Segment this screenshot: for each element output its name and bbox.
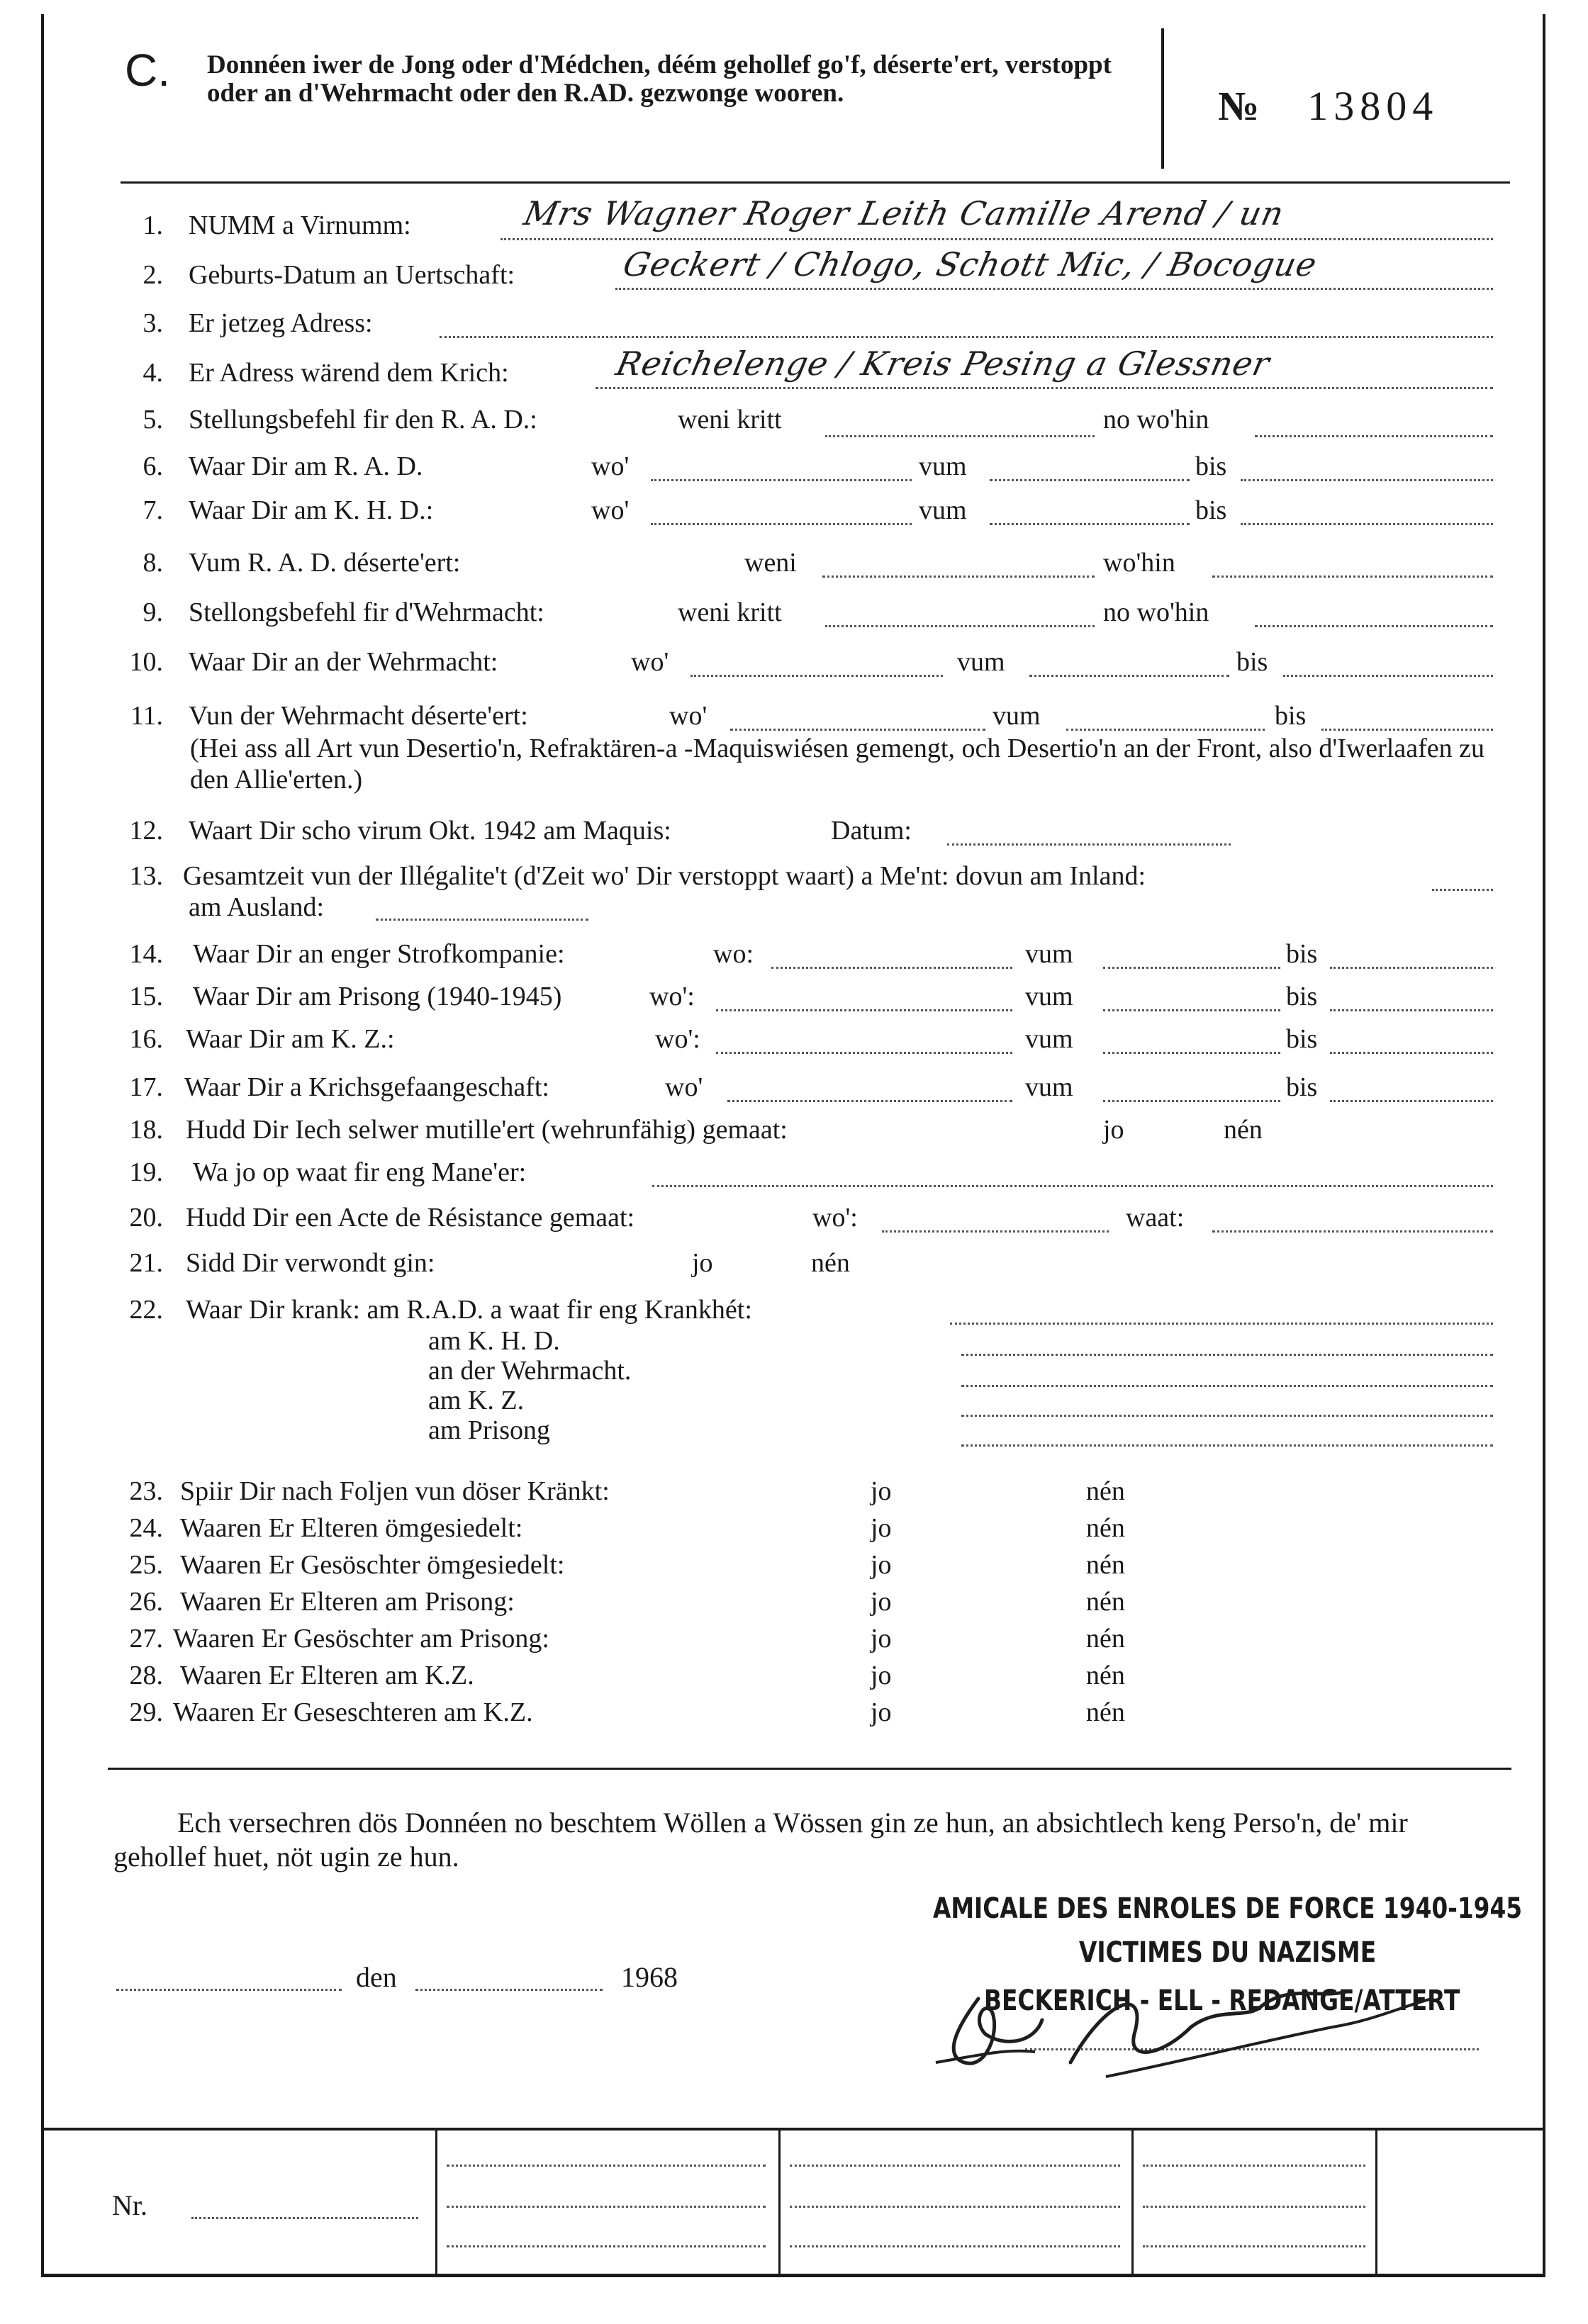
option-yes[interactable]: jo: [871, 1476, 892, 1506]
field-label: Stellongsbefehl fir d'Wehrmacht:: [189, 597, 544, 627]
field-15-to-line[interactable]: [1330, 1009, 1493, 1011]
grid-col-1: [435, 2131, 437, 2274]
field-label: Hudd Dir een Acte de Résistance gemaat:: [186, 1203, 635, 1233]
field-to-label: bis: [1195, 451, 1227, 481]
field-from-label: vum: [919, 495, 967, 525]
grid-col-2: [778, 2131, 781, 2274]
grid-cell-line[interactable]: [447, 2206, 766, 2208]
field-14-to-line[interactable]: [1330, 967, 1493, 969]
field-16-from-line[interactable]: [1103, 1052, 1280, 1054]
field-22-line-1[interactable]: [961, 1354, 1493, 1356]
declaration-text: Ech versechren dös Donnéen no beschtem Wöllen a Wössen gin ze hun, an absichtlech keng Perso'n, de' mir gehollef huet, nöt ugin ze hun.: [113, 1807, 1408, 1873]
field-12-date-line[interactable]: [947, 843, 1231, 846]
field-1-line[interactable]: [501, 238, 1493, 240]
field-label: Er jetzeg Adress:: [189, 308, 373, 338]
field-number: 20.: [129, 1203, 163, 1233]
field-label: Waart Dir scho virum Okt. 1942 am Maquis:: [189, 816, 671, 846]
field-number: 7.: [142, 495, 163, 525]
option-no[interactable]: nén: [1086, 1550, 1125, 1580]
option-yes[interactable]: jo: [871, 1550, 892, 1580]
grid-cell-line[interactable]: [1143, 2245, 1365, 2247]
field-where-label: wo:: [713, 939, 754, 969]
option-yes[interactable]: jo: [692, 1248, 713, 1278]
field-6-to-line[interactable]: [1241, 479, 1493, 481]
field-number: 10.: [129, 647, 163, 677]
field-9-when-line[interactable]: [825, 625, 1095, 627]
field-number: 12.: [129, 816, 163, 846]
field-19-line[interactable]: [652, 1185, 1493, 1187]
field-6-from-line[interactable]: [990, 479, 1190, 481]
field-20-what-line[interactable]: [1212, 1230, 1493, 1233]
field-13-inland-line[interactable]: [1432, 889, 1493, 891]
field-11-note: (Hei ass all Art vun Desertio'n, Refraktären-a -Maquiswiésen gemengt, och Desertio'n an der Front, also d'Iwerlaafen zu den Allie'erten.): [190, 734, 1484, 795]
nr-label: Nr.: [112, 2189, 147, 2221]
field-to-label: bis: [1286, 1072, 1318, 1102]
field-7-to-line[interactable]: [1241, 523, 1493, 525]
field-label: Vun der Wehrmacht déserte'ert:: [189, 701, 528, 731]
section-letter: C.: [125, 45, 170, 96]
field-label: Waaren Er Geseschteren am K.Z.: [173, 1697, 533, 1727]
date-line[interactable]: [415, 1989, 603, 1991]
option-yes[interactable]: jo: [871, 1697, 892, 1727]
field-8-when-line[interactable]: [822, 576, 1095, 578]
field-label: Er Adress wärend dem Krich:: [189, 358, 509, 388]
field-5-where-line[interactable]: [1255, 435, 1493, 437]
field-14-where-line[interactable]: [771, 967, 1012, 969]
stamp-line-1: AMICALE DES ENROLES DE FORCE 1940-1945: [933, 1892, 1523, 1925]
field-15-from-line[interactable]: [1103, 1009, 1280, 1011]
field-10-where-line[interactable]: [690, 675, 943, 677]
field-22-line-2[interactable]: [961, 1385, 1493, 1387]
field-22-line-0[interactable]: [950, 1323, 1493, 1325]
field-number: 2.: [142, 260, 163, 290]
header-divider-vertical: [1161, 28, 1164, 169]
field-number: 26.: [129, 1587, 163, 1617]
field-label: Wa jo op waat fir eng Mane'er:: [193, 1157, 527, 1187]
field-number: 25.: [129, 1550, 163, 1580]
field-number: 5.: [142, 405, 163, 434]
field-label: Waar Dir krank: am R.A.D. a waat fir eng Krankhét:: [186, 1295, 752, 1325]
field-15-where-line[interactable]: [716, 1009, 1012, 1011]
field-to-label: bis: [1236, 647, 1268, 677]
date-year: 1968: [621, 1961, 678, 1993]
field-4-line[interactable]: [596, 387, 1493, 389]
grid-col-4: [1375, 2131, 1377, 2274]
field-number: 6.: [142, 451, 163, 481]
field-number: 24.: [129, 1513, 163, 1543]
field-label: Waar Dir am K. Z.:: [186, 1024, 395, 1054]
field-number: 14.: [129, 939, 163, 969]
field-number: 17.: [129, 1072, 163, 1102]
field-number: 3.: [142, 308, 163, 338]
option-yes[interactable]: jo: [871, 1513, 892, 1543]
field-label: Waar Dir am Prisong (1940-1945): [193, 982, 562, 1011]
field-label: Gesamtzeit vun der Illégalite't (d'Zeit wo' Dir verstoppt waart) a Me'nt: dovun am Inland:: [183, 861, 1146, 891]
field-label: Waaren Er Elteren am Prisong:: [180, 1587, 515, 1617]
field-label: Geburts-Datum an Uertschaft:: [189, 260, 515, 290]
field-label: Waar Dir an der Wehrmacht:: [189, 647, 498, 677]
field-when-label: weni: [744, 548, 797, 578]
field-number: 22.: [129, 1295, 163, 1325]
field-8-where-line[interactable]: [1212, 576, 1493, 578]
grid-cell-line[interactable]: [447, 2165, 766, 2167]
section-title: Donnéen iwer de Jong oder d'Médchen, déém gehollef go'f, déserte'ert, verstoppt oder an d'Wehrmacht oder den R.AD. gezwonge wooren.: [207, 50, 1112, 108]
field-11-from-line[interactable]: [1066, 729, 1265, 731]
field-from-label: vum: [1025, 1072, 1073, 1102]
field-where-label: wo':: [649, 982, 695, 1011]
field-when-label: weni kritt: [678, 597, 782, 627]
nr-line[interactable]: [191, 2217, 418, 2219]
field-abroad-label: am Ausland:: [189, 892, 325, 922]
right-border: [1543, 14, 1545, 2275]
field-to-label: bis: [1286, 982, 1318, 1011]
number-sign-label: №: [1218, 83, 1261, 129]
field-to-label: bis: [1275, 701, 1307, 731]
field-22-line-3[interactable]: [961, 1415, 1493, 1417]
field-where-label: wo': [669, 701, 708, 731]
field-number: 8.: [142, 548, 163, 578]
grid-cell-line[interactable]: [1143, 2206, 1365, 2208]
field-where-label: wo':: [812, 1203, 858, 1233]
field-from-label: vum: [1025, 939, 1073, 969]
date-den-label: den: [356, 1961, 397, 1993]
field-17-from-line[interactable]: [1103, 1100, 1280, 1102]
field-to-label: bis: [1286, 1024, 1318, 1054]
field-17-where-line[interactable]: [727, 1100, 1012, 1102]
field-2-handwriting: Geckert / Chlogo, Schott Mic, / Bocogue: [620, 245, 1321, 284]
option-no[interactable]: nén: [1086, 1624, 1125, 1654]
field-to-label: bis: [1195, 495, 1227, 525]
field-4-handwriting: Reichelenge / Kreis Pesing a Glessner: [613, 344, 1274, 383]
field-label: Waar Dir am R. A. D.: [189, 451, 423, 481]
field-number: 9.: [142, 597, 163, 627]
option-yes[interactable]: jo: [871, 1624, 892, 1654]
field-label: Waaren Er Gesöschter am Prisong:: [173, 1624, 549, 1654]
field-16-where-line[interactable]: [716, 1052, 1012, 1054]
bottom-grid-top: [41, 2128, 1545, 2131]
field-number: 11.: [130, 701, 163, 731]
option-no[interactable]: nén: [1086, 1661, 1125, 1690]
field-what-label: waat:: [1126, 1203, 1185, 1233]
field-label: Spiir Dir nach Foljen vun döser Kränkt:: [180, 1476, 610, 1506]
field-9-where-line[interactable]: [1255, 625, 1493, 627]
signature: [893, 1956, 1475, 2091]
stamp-line-3: BECKERICH - ELL - REDANGE/ATTERT: [984, 1985, 1460, 2017]
field-where-label: wo': [591, 451, 630, 481]
field-number: 15.: [129, 982, 163, 1011]
field-number: 28.: [129, 1661, 163, 1690]
field-from-label: vum: [957, 647, 1005, 677]
field-sub-label: am K. Z.: [428, 1386, 525, 1415]
grid-cell-line[interactable]: [790, 2206, 1120, 2208]
section-divider: [108, 1768, 1511, 1770]
field-3-line[interactable]: [440, 336, 1493, 338]
field-label: NUMM a Virnumm:: [189, 210, 411, 240]
field-label: Waar Dir am K. H. D.:: [189, 495, 434, 525]
field-where-label: wo': [665, 1072, 703, 1102]
option-yes[interactable]: jo: [1103, 1115, 1124, 1145]
field-number: 16.: [129, 1024, 163, 1054]
field-from-label: vum: [919, 451, 967, 481]
field-where-label: wo':: [655, 1024, 700, 1054]
field-1-handwriting: Mrs Wagner Roger Leith Camille Arend / un: [520, 194, 1288, 232]
place-line[interactable]: [116, 1989, 342, 1991]
field-label: Waaren Er Elteren ömgesiedelt:: [180, 1513, 523, 1543]
field-from-label: vum: [1025, 982, 1073, 1011]
stamp-line-2: VICTIMES DU NAZISME: [1079, 1936, 1377, 1969]
field-where-label: wo': [591, 495, 630, 525]
field-label: Waar Dir a Krichsgefaangeschaft:: [184, 1072, 549, 1102]
option-no[interactable]: nén: [1086, 1513, 1125, 1543]
option-no[interactable]: nén: [811, 1248, 850, 1278]
field-number: 4.: [142, 358, 163, 388]
field-number: 29.: [129, 1697, 163, 1727]
field-number: 21.: [129, 1248, 163, 1278]
grid-cell-line[interactable]: [790, 2245, 1120, 2247]
field-where-label: no wo'hin: [1103, 405, 1209, 434]
option-no[interactable]: nén: [1086, 1697, 1125, 1727]
field-label: Hudd Dir Iech selwer mutille'ert (wehrunfähig) gemaat:: [186, 1115, 788, 1145]
field-label: Waaren Er Elteren am K.Z.: [180, 1661, 474, 1690]
grid-cell-line[interactable]: [790, 2165, 1120, 2167]
bottom-border: [41, 2274, 1545, 2277]
field-from-label: vum: [1025, 1024, 1073, 1054]
field-label: Sidd Dir verwondt gin:: [186, 1248, 435, 1278]
field-11-to-line[interactable]: [1321, 729, 1493, 731]
field-date-label: Datum:: [831, 816, 912, 846]
field-sub-label: am K. H. D.: [428, 1326, 560, 1356]
grid-col-3: [1131, 2131, 1134, 2274]
field-label: Vum R. A. D. déserte'ert:: [189, 548, 461, 578]
field-sub-label: am Prisong: [428, 1415, 551, 1445]
field-17-to-line[interactable]: [1330, 1100, 1493, 1102]
field-14-from-line[interactable]: [1103, 967, 1280, 969]
option-no[interactable]: nén: [1086, 1587, 1125, 1617]
field-where-label: no wo'hin: [1103, 597, 1209, 627]
field-label: Waar Dir an enger Strofkompanie:: [193, 939, 565, 969]
field-number: 23.: [129, 1476, 163, 1506]
field-5-when-line[interactable]: [825, 435, 1095, 437]
option-yes[interactable]: jo: [871, 1661, 892, 1690]
form-number: [1218, 82, 1438, 130]
field-6-where-line[interactable]: [651, 479, 912, 481]
field-number: 13.: [129, 861, 163, 891]
field-label: Stellungsbefehl fir den R. A. D.:: [189, 405, 537, 434]
field-7-where-line[interactable]: [651, 523, 912, 525]
field-number: 19.: [129, 1157, 163, 1187]
field-13-abroad-line[interactable]: [376, 919, 588, 921]
option-yes[interactable]: jo: [871, 1587, 892, 1617]
option-no[interactable]: nén: [1224, 1115, 1263, 1145]
field-from-label: vum: [992, 701, 1041, 731]
field-sub-label: an der Wehrmacht.: [428, 1356, 632, 1386]
field-when-label: weni kritt: [678, 405, 782, 434]
field-to-label: bis: [1286, 939, 1318, 969]
field-16-to-line[interactable]: [1330, 1052, 1493, 1054]
field-2-line[interactable]: [615, 288, 1493, 290]
field-22-line-4[interactable]: [961, 1444, 1493, 1447]
field-where-label: wo': [631, 647, 669, 677]
field-number: 1.: [142, 210, 163, 240]
field-20-where-line[interactable]: [882, 1230, 1109, 1233]
field-7-from-line[interactable]: [990, 523, 1190, 525]
grid-cell-line[interactable]: [447, 2245, 766, 2247]
field-11-where-line[interactable]: [730, 729, 985, 731]
option-no[interactable]: nén: [1086, 1476, 1125, 1506]
field-10-from-line[interactable]: [1029, 675, 1229, 677]
field-where-label: wo'hin: [1103, 548, 1175, 578]
grid-cell-line[interactable]: [1143, 2165, 1365, 2167]
field-label: Waaren Er Gesöschter ömgesiedelt:: [180, 1550, 565, 1580]
field-10-to-line[interactable]: [1283, 675, 1493, 677]
field-number: 18.: [129, 1115, 163, 1145]
form-number-value: 13804: [1307, 83, 1439, 129]
header-divider-horizontal: [121, 181, 1510, 184]
top-border: [41, 14, 44, 2275]
field-number: 27.: [129, 1624, 163, 1654]
